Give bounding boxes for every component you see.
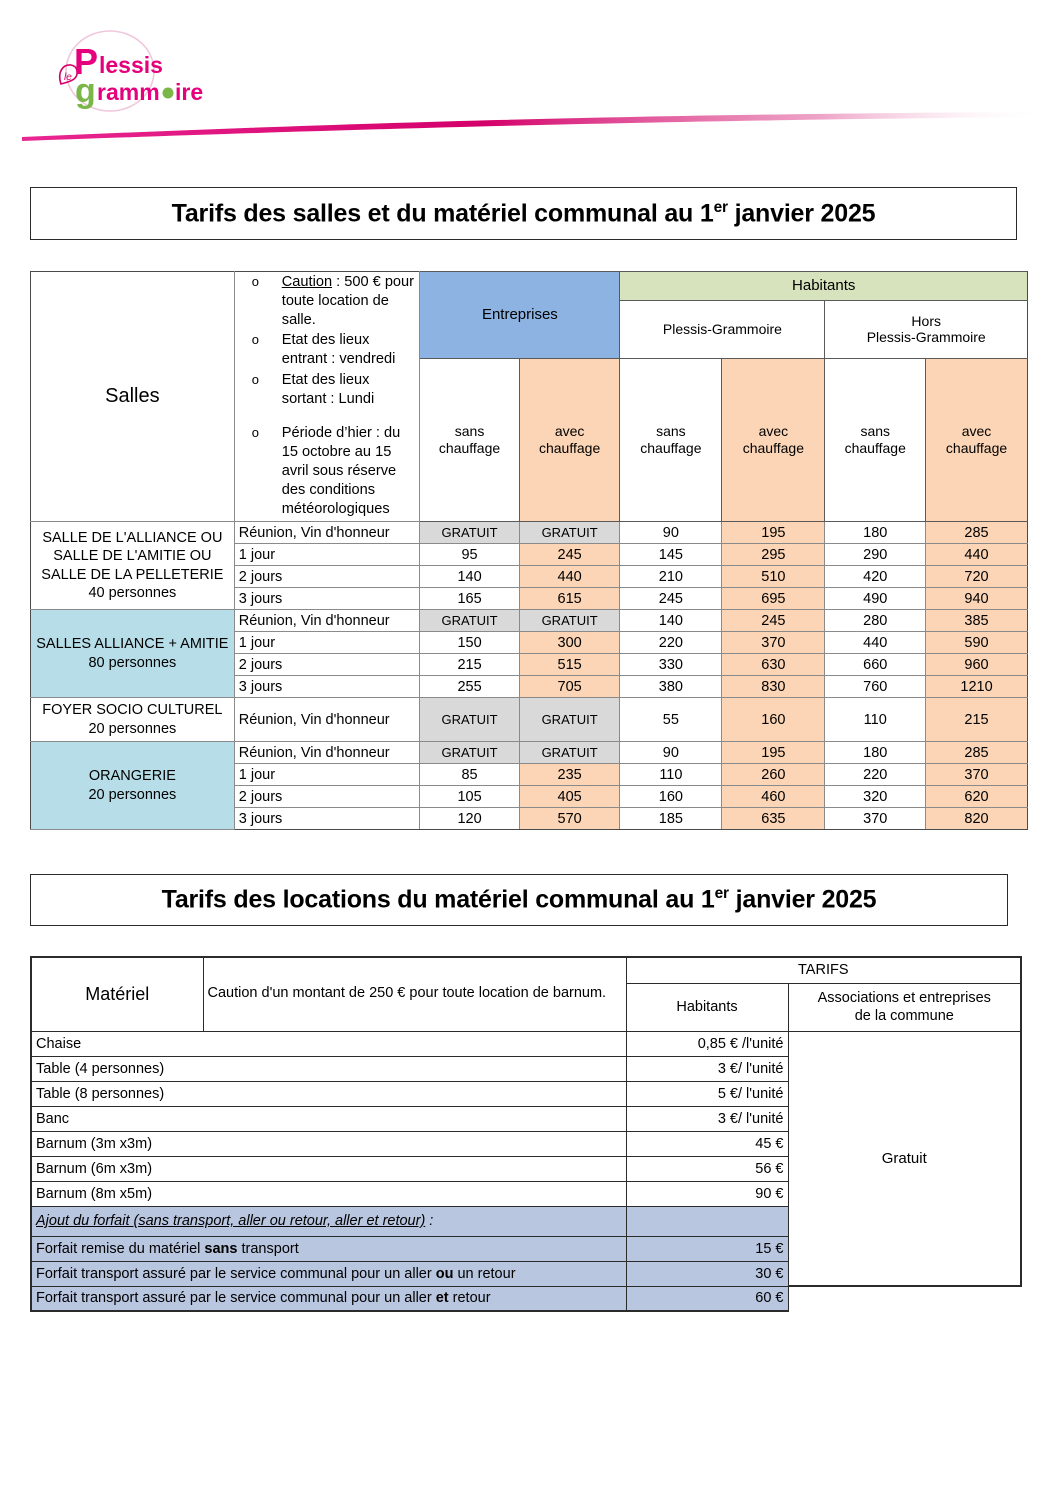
- price-cell: 515: [519, 654, 620, 676]
- price-cell: 145: [620, 544, 722, 566]
- price-cell: 295: [722, 544, 825, 566]
- materiel-item-label: Barnum (6m x3m): [31, 1156, 626, 1181]
- price-cell: 245: [722, 610, 825, 632]
- header-entreprises-sans-chauffage: sans chauffage: [420, 358, 519, 521]
- price-cell: 330: [620, 654, 722, 676]
- header-hors-plessis-grammoire: Hors Plessis-Grammoire: [825, 300, 1028, 358]
- forfait-section-empty-price: [626, 1206, 788, 1236]
- materiel-item-label: Barnum (3m x3m): [31, 1131, 626, 1156]
- price-cell: 440: [825, 632, 926, 654]
- price-cell: 370: [722, 632, 825, 654]
- forfait-label: Forfait transport assuré par le service communal pour un aller et retour: [31, 1286, 626, 1311]
- title-banner-materiel: [30, 874, 1008, 926]
- price-cell: 90: [620, 522, 722, 544]
- materiel-corner-label: Matériel: [31, 957, 203, 1031]
- materiel-pricing-table: [30, 956, 1022, 1312]
- materiel-item-price: 90 €: [626, 1181, 788, 1206]
- price-cell: GRATUIT: [519, 522, 620, 544]
- price-cell: 255: [420, 676, 519, 698]
- price-cell: 195: [722, 522, 825, 544]
- duration-label: Réunion, Vin d'honneur: [234, 698, 420, 742]
- materiel-gratuit-cell: Gratuit: [788, 1031, 1021, 1286]
- price-cell: 220: [825, 764, 926, 786]
- price-cell: 285: [926, 742, 1028, 764]
- page-title-materiel: Tarifs des locations du matériel communal au 1er janvier 2025: [161, 885, 877, 914]
- price-cell: 160: [620, 786, 722, 808]
- table-row: [31, 1031, 1021, 1056]
- price-cell: 290: [825, 544, 926, 566]
- price-cell: 420: [825, 566, 926, 588]
- duration-label: Réunion, Vin d'honneur: [234, 742, 420, 764]
- price-cell: 215: [926, 698, 1028, 742]
- price-cell: 180: [825, 522, 926, 544]
- price-cell: 440: [519, 566, 620, 588]
- room-group-name-4: ORANGERIE 20 personnes: [31, 742, 235, 830]
- materiel-header-tarifs: TARIFS: [626, 957, 1021, 983]
- table-row: [31, 522, 1028, 544]
- table-row: [31, 742, 1028, 764]
- materiel-item-price: 45 €: [626, 1131, 788, 1156]
- price-cell: GRATUIT: [420, 698, 519, 742]
- price-cell: 110: [825, 698, 926, 742]
- header-plessis-grammoire: Plessis-Grammoire: [620, 300, 825, 358]
- condition-item: o Etat des lieux sortant : Lundi: [239, 371, 416, 409]
- header-hors-avec-chauffage: avec chauffage: [926, 358, 1028, 521]
- svg-text:le: le: [64, 72, 72, 83]
- materiel-caution-note: Caution d'un montant de 250 € pour toute location de barnum.: [203, 957, 626, 1031]
- duration-label: 2 jours: [234, 654, 420, 676]
- duration-label: Réunion, Vin d'honneur: [234, 610, 420, 632]
- price-cell: 440: [926, 544, 1028, 566]
- price-cell: 105: [420, 786, 519, 808]
- price-cell: 245: [519, 544, 620, 566]
- price-cell: 150: [420, 632, 519, 654]
- price-cell: 695: [722, 588, 825, 610]
- price-cell: 370: [825, 808, 926, 830]
- materiel-item-price: 0,85 € /l'unité: [626, 1031, 788, 1056]
- price-cell: 165: [420, 588, 519, 610]
- forfait-label: Forfait remise du matériel sans transport: [31, 1236, 626, 1261]
- price-cell: 510: [722, 566, 825, 588]
- header-habitants: Habitants: [620, 272, 1028, 301]
- svg-text:P: P: [74, 41, 99, 82]
- page-title-salles: Tarifs des salles et du matériel communal au 1er janvier 2025: [171, 198, 876, 228]
- price-cell: 260: [722, 764, 825, 786]
- table-row: [31, 1286, 1021, 1311]
- room-group-name-3: FOYER SOCIO CULTUREL 20 personnes: [31, 698, 235, 742]
- page-header: [0, 0, 1058, 160]
- price-cell: 210: [620, 566, 722, 588]
- price-cell: 285: [926, 522, 1028, 544]
- price-cell: 90: [620, 742, 722, 764]
- svg-text:ramm: ramm: [97, 79, 160, 105]
- price-cell: 615: [519, 588, 620, 610]
- duration-label: 2 jours: [234, 786, 420, 808]
- price-cell: 405: [519, 786, 620, 808]
- price-cell: 660: [825, 654, 926, 676]
- materiel-item-label: Banc: [31, 1106, 626, 1131]
- price-cell: 300: [519, 632, 620, 654]
- price-cell: 195: [722, 742, 825, 764]
- price-cell: 120: [420, 808, 519, 830]
- conditions-list: [239, 273, 416, 519]
- table-row: [31, 610, 1028, 632]
- header-entreprises: Entreprises: [420, 272, 620, 359]
- header-hors-sans-chauffage: sans chauffage: [825, 358, 926, 521]
- duration-label: Réunion, Vin d'honneur: [234, 522, 420, 544]
- duration-label: 1 jour: [234, 764, 420, 786]
- room-group-name-2: SALLES ALLIANCE + AMITIE 80 personnes: [31, 610, 235, 698]
- price-cell: 460: [722, 786, 825, 808]
- price-cell: 760: [825, 676, 926, 698]
- price-cell: GRATUIT: [519, 610, 620, 632]
- materiel-item-price: 56 €: [626, 1156, 788, 1181]
- price-cell: 235: [519, 764, 620, 786]
- price-cell: GRATUIT: [420, 522, 519, 544]
- salles-corner-label: Salles: [31, 272, 235, 522]
- price-cell: 635: [722, 808, 825, 830]
- materiel-item-label: Barnum (8m x5m): [31, 1181, 626, 1206]
- price-cell: 820: [926, 808, 1028, 830]
- price-cell: 280: [825, 610, 926, 632]
- materiel-item-label: Chaise: [31, 1031, 626, 1056]
- price-cell: 180: [825, 742, 926, 764]
- table-row: [31, 698, 1028, 742]
- price-cell: 590: [926, 632, 1028, 654]
- materiel-header-habitants: Habitants: [626, 983, 788, 1031]
- price-cell: GRATUIT: [420, 610, 519, 632]
- condition-item: o Caution : 500 € pour toute location de salle.: [239, 273, 416, 330]
- price-cell: 110: [620, 764, 722, 786]
- materiel-header-row-1: [31, 957, 1021, 983]
- salles-pricing-table: [30, 271, 1028, 830]
- price-cell: 570: [519, 808, 620, 830]
- price-cell: 140: [420, 566, 519, 588]
- price-cell: GRATUIT: [420, 742, 519, 764]
- title-banner-salles: [30, 187, 1017, 240]
- duration-label: 1 jour: [234, 632, 420, 654]
- duration-label: 2 jours: [234, 566, 420, 588]
- duration-label: 3 jours: [234, 676, 420, 698]
- svg-text:lessis: lessis: [99, 52, 163, 78]
- forfait-price: 30 €: [626, 1261, 788, 1286]
- salles-conditions-cell: [234, 272, 420, 522]
- price-cell: 490: [825, 588, 926, 610]
- price-cell: 940: [926, 588, 1028, 610]
- price-cell: 370: [926, 764, 1028, 786]
- price-cell: 220: [620, 632, 722, 654]
- price-cell: 215: [420, 654, 519, 676]
- price-cell: 245: [620, 588, 722, 610]
- forfait-price: 15 €: [626, 1236, 788, 1261]
- header-plessis-avec-chauffage: avec chauffage: [722, 358, 825, 521]
- forfait-label: Forfait transport assuré par le service communal pour un aller ou un retour: [31, 1261, 626, 1286]
- price-cell: 55: [620, 698, 722, 742]
- price-cell: 95: [420, 544, 519, 566]
- materiel-item-label: Table (8 personnes): [31, 1081, 626, 1106]
- price-cell: 830: [722, 676, 825, 698]
- materiel-item-price: 5 €/ l'unité: [626, 1081, 788, 1106]
- duration-label: 3 jours: [234, 588, 420, 610]
- materiel-item-price: 3 €/ l'unité: [626, 1106, 788, 1131]
- condition-item: o Période d’hier : du 15 octobre au 15 avril sous réserve des conditions météorologiques: [239, 424, 416, 520]
- materiel-header-associations: Associations et entreprises de la commune: [788, 983, 1021, 1031]
- price-cell: 1210: [926, 676, 1028, 698]
- condition-item: o Etat des lieux entrant : vendredi: [239, 331, 416, 369]
- price-cell: 705: [519, 676, 620, 698]
- forfait-price: 60 €: [626, 1286, 788, 1311]
- decorative-swoosh: [20, 104, 1050, 144]
- duration-label: 3 jours: [234, 808, 420, 830]
- price-cell: 960: [926, 654, 1028, 676]
- forfait-section-title: Ajout du forfait (sans transport, aller ou retour, aller et retour) :: [31, 1206, 626, 1236]
- price-cell: 185: [620, 808, 722, 830]
- price-cell: 140: [620, 610, 722, 632]
- price-cell: GRATUIT: [519, 742, 620, 764]
- price-cell: 380: [620, 676, 722, 698]
- price-cell: 630: [722, 654, 825, 676]
- header-plessis-sans-chauffage: sans chauffage: [620, 358, 722, 521]
- price-cell: 620: [926, 786, 1028, 808]
- condition-underline: Caution: [281, 274, 333, 290]
- price-cell: 720: [926, 566, 1028, 588]
- room-group-name-1: SALLE DE L'ALLIANCE OU SALLE DE L'AMITIE OU SALLE DE LA PELLETERIE 40 personnes: [31, 522, 235, 610]
- materiel-item-label: Table (4 personnes): [31, 1056, 626, 1081]
- price-cell: GRATUIT: [519, 698, 620, 742]
- price-cell: 85: [420, 764, 519, 786]
- svg-text:ire: ire: [175, 79, 204, 105]
- materiel-item-price: 3 €/ l'unité: [626, 1056, 788, 1081]
- svg-text:g: g: [75, 72, 96, 110]
- price-cell: 320: [825, 786, 926, 808]
- price-cell: 385: [926, 610, 1028, 632]
- price-cell: 160: [722, 698, 825, 742]
- duration-label: 1 jour: [234, 544, 420, 566]
- header-entreprises-avec-chauffage: avec chauffage: [519, 358, 620, 521]
- salles-header-row-1: [31, 272, 1028, 301]
